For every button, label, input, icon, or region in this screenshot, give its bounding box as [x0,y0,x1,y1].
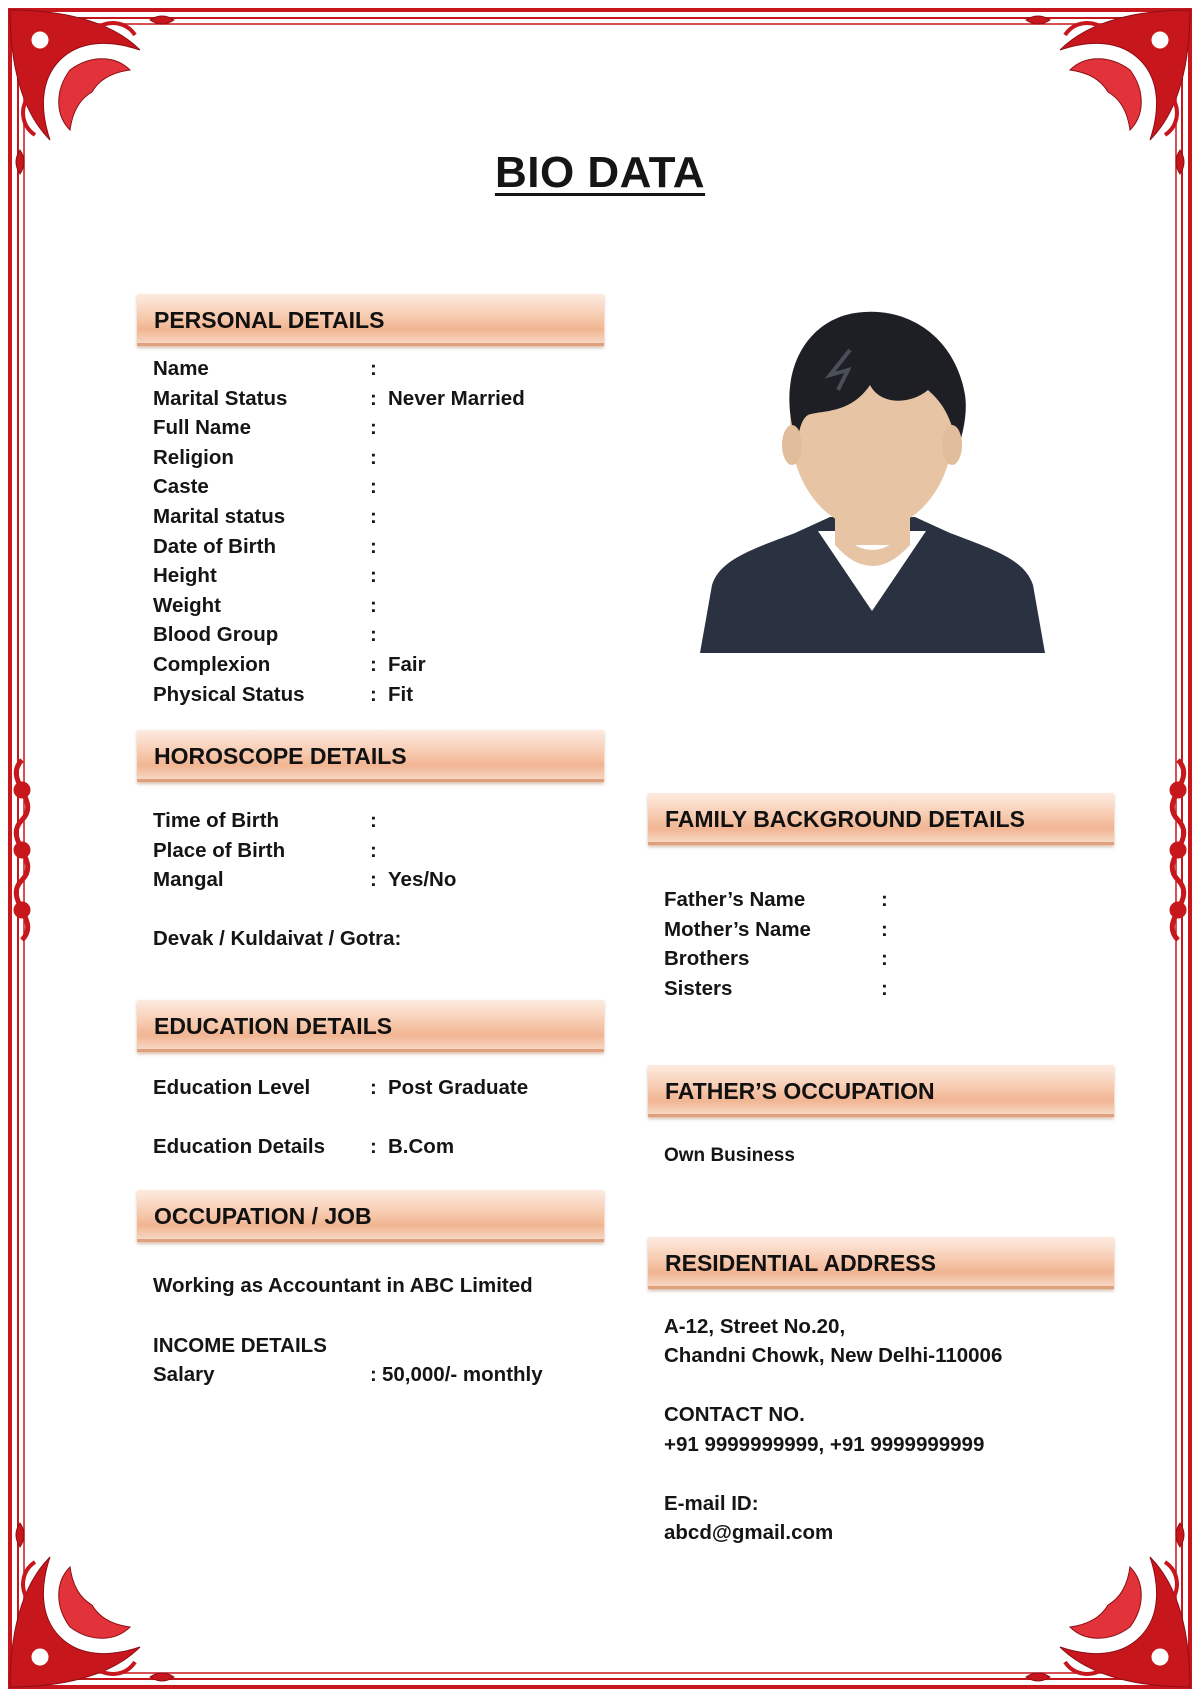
contact-numbers: +91 9999999999, +91 9999999999 [664,1433,985,1456]
colon: : [881,976,888,1000]
email-heading: E-mail ID: [664,1492,759,1515]
detail-label: Religion [153,445,234,469]
detail-value: Never Married [388,386,525,410]
colon: : [370,653,377,676]
family-background-header: FAMILY BACKGROUND DETAILS [648,793,1114,845]
colon: : [370,1363,377,1386]
person-avatar-icon [700,305,1045,653]
fathers-occupation-header: FATHER’S OCCUPATION [648,1065,1114,1117]
occupation-text: Working as Accountant in ABC Limited [153,1274,533,1297]
detail-label: Brothers [664,947,750,971]
email-address: abcd@gmail.com [664,1521,834,1544]
income-heading: INCOME DETAILS [153,1334,327,1357]
personal-details-header: PERSONAL DETAILS [137,294,604,346]
detail-label: Weight [153,593,221,617]
detail-label: Blood Group [153,623,279,647]
salary-value: 50,000/- monthly [382,1363,543,1386]
colon: : [881,888,888,911]
colon: : [370,623,377,647]
occupation-header: OCCUPATION / JOB [137,1190,604,1242]
gotra-label: Devak / Kuldaivat / Gotra: [153,927,402,950]
detail-label: Height [153,564,217,588]
colon: : [370,809,377,832]
detail-label: Education Level [153,1076,311,1099]
page-title: BIO DATA [494,148,706,197]
detail-label: Mangal [153,868,224,892]
detail-value: Fair [388,653,426,676]
colon: : [370,445,377,469]
detail-label: Father’s Name [664,888,806,911]
education-details-header: EDUCATION DETAILS [137,1000,604,1052]
colon: : [881,947,888,971]
colon: : [370,593,377,617]
detail-value: B.Com [388,1135,455,1158]
colon: : [370,1076,377,1099]
colon: : [370,564,377,588]
colon: : [370,838,377,862]
detail-value: Post Graduate [388,1076,529,1099]
address-line-2: Chandni Chowk, New Delhi-110006 [664,1344,1003,1367]
colon: : [370,505,377,528]
detail-label: Place of Birth [153,838,286,862]
colon: : [370,682,377,706]
detail-label: Sisters [664,976,733,1000]
detail-label: Mother’s Name [664,917,811,941]
detail-value: Yes/No [388,868,457,892]
detail-label: Physical Status [153,682,305,706]
detail-label: Time of Birth [153,809,280,832]
colon: : [370,534,377,558]
salary-label: Salary [153,1363,215,1386]
contact-heading: CONTACT NO. [664,1403,805,1426]
detail-label: Complexion [153,653,271,676]
detail-label: Marital status [153,505,286,528]
address-line-1: A-12, Street No.20, [664,1315,846,1338]
colon: : [370,868,377,892]
colon: : [370,357,377,380]
detail-value: Fit [388,682,414,706]
colon: : [370,416,377,440]
side-scroll-ornament [16,760,28,940]
detail-label: Marital Status [153,386,288,410]
fathers-occupation-text: Own Business [664,1145,795,1166]
detail-label: Name [153,357,209,380]
colon: : [370,1135,377,1158]
colon: : [881,917,888,941]
detail-label: Education Details [153,1135,326,1158]
detail-label: Date of Birth [153,534,276,558]
residential-address-header: RESIDENTIAL ADDRESS [648,1237,1114,1289]
colon: : [370,386,377,410]
horoscope-details-header: HOROSCOPE DETAILS [137,730,604,782]
detail-label: Full Name [153,416,251,440]
colon: : [370,475,377,499]
detail-label: Caste [153,475,209,499]
